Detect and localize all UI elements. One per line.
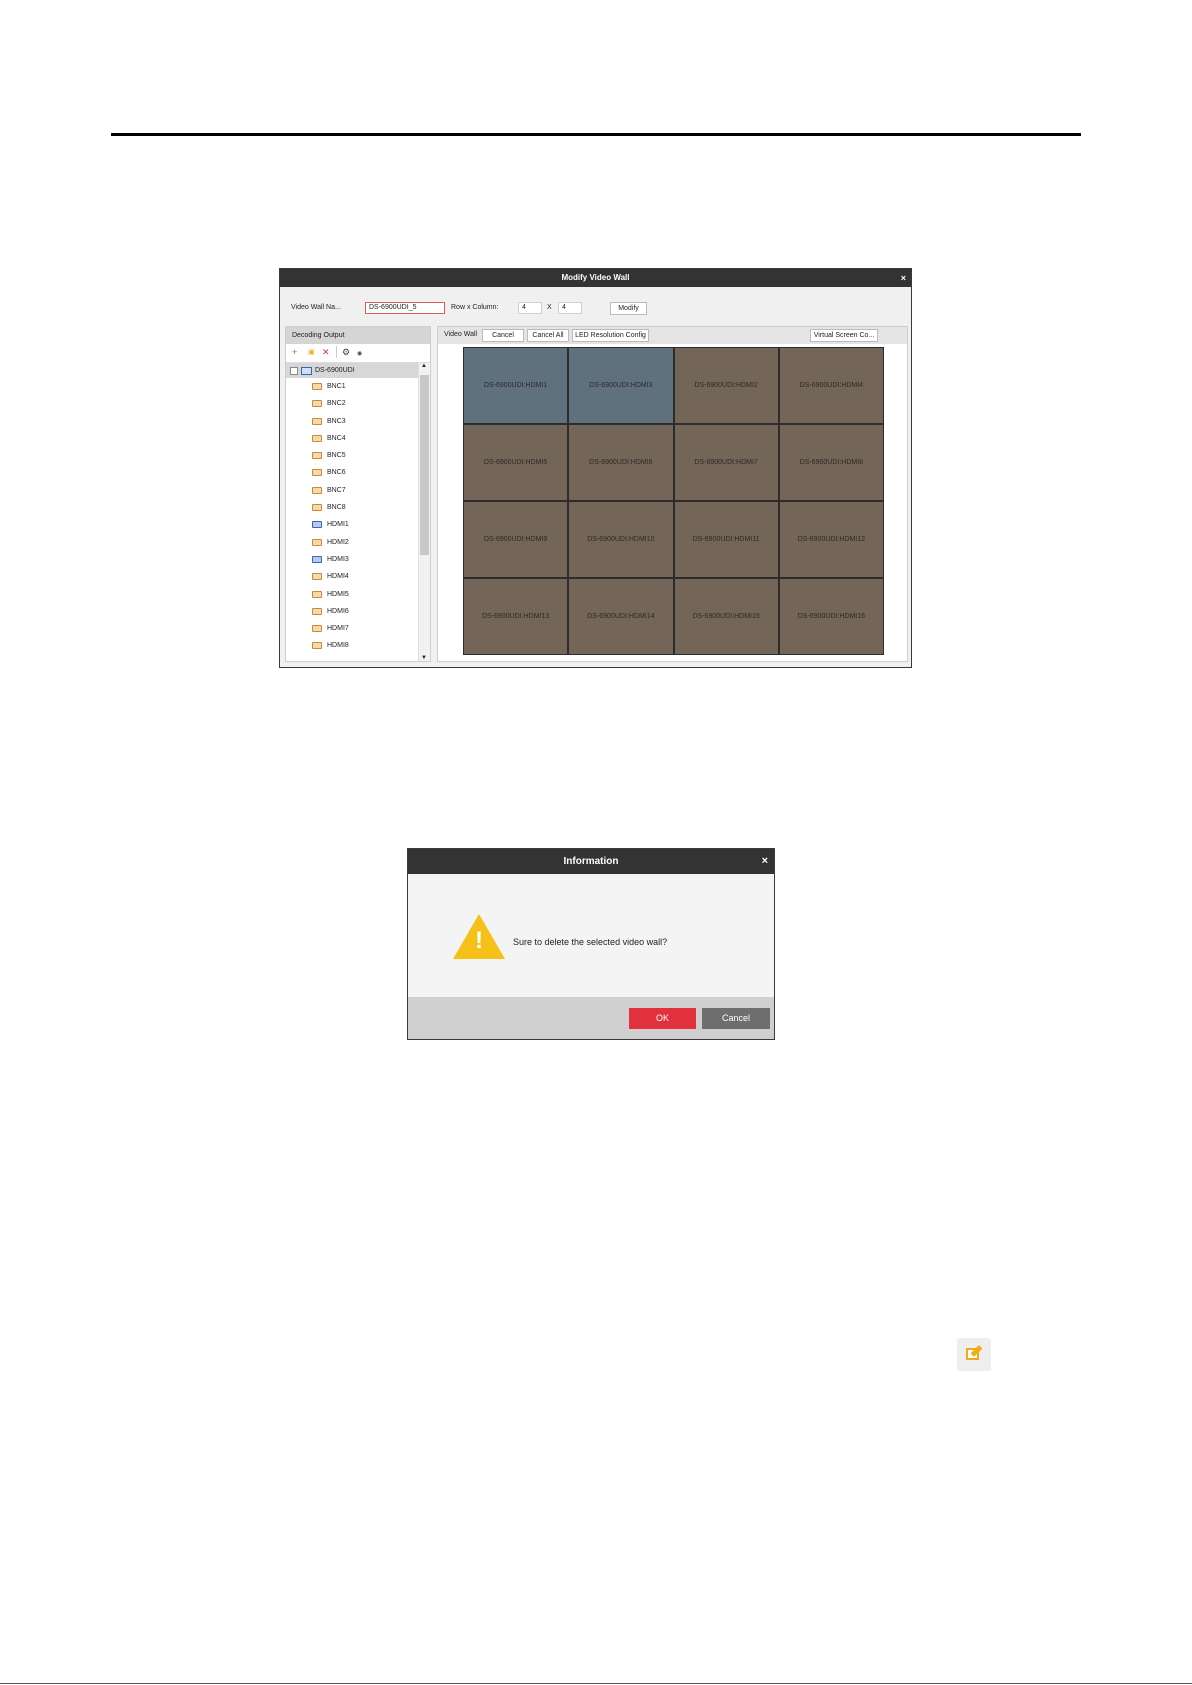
tree-item-label: BNC1 [327, 383, 346, 390]
close-icon[interactable]: × [761, 855, 768, 867]
video-wall-screen[interactable]: DS-6900UDI:HDMI15 [674, 578, 779, 655]
decoding-output-toolbar [286, 344, 430, 363]
hdmi-output-icon [312, 539, 322, 546]
video-wall-form [291, 302, 891, 316]
page-top-rule [111, 133, 1081, 136]
tree-item[interactable] [286, 395, 419, 412]
dialog-footer [408, 997, 774, 1039]
tree-item[interactable] [286, 464, 419, 481]
cancel-button[interactable]: Cancel [482, 329, 524, 342]
decoding-output-tree [286, 363, 419, 661]
tree-item[interactable] [286, 637, 419, 654]
decoding-output-header: Decoding Output [286, 327, 430, 344]
tree-item[interactable] [286, 516, 419, 533]
edit-icon [957, 1338, 991, 1371]
tree-items [286, 378, 419, 655]
virtual-screen-config-button[interactable]: Virtual Screen Co... [810, 329, 878, 342]
page-bottom-rule [0, 1683, 1192, 1684]
tree-item[interactable] [286, 534, 419, 551]
scroll-up-icon[interactable]: ▲ [421, 363, 427, 369]
columns-input[interactable]: 4 [558, 302, 582, 314]
tree-item[interactable] [286, 447, 419, 464]
edit-icon[interactable]: ▣ [308, 349, 315, 356]
ok-button[interactable]: OK [629, 1008, 696, 1029]
dialog-titlebar [280, 269, 911, 287]
toolbar-divider [336, 346, 337, 358]
tree-scrollbar[interactable] [418, 363, 430, 661]
bnc-output-icon [312, 418, 322, 425]
add-icon[interactable]: + [292, 347, 298, 357]
tree-item-label: HDMI8 [327, 642, 349, 650]
checkbox[interactable] [290, 367, 298, 375]
video-wall-screen[interactable]: DS-6900UDI:HDMI12 [779, 501, 884, 578]
tree-item-label: HDMI5 [327, 590, 349, 598]
hdmi-output-active-icon [312, 521, 322, 528]
tree-item-label: HDMI1 [327, 521, 349, 529]
bnc-output-icon [312, 469, 322, 476]
tree-item[interactable] [286, 620, 419, 637]
hdmi-output-icon [312, 625, 322, 632]
video-wall-screen[interactable]: DS-6900UDI:HDMI8 [779, 424, 884, 501]
video-wall-title: Video Wall [444, 331, 478, 338]
tree-item-label: BNC8 [327, 504, 346, 512]
hdmi-output-icon [312, 573, 322, 580]
row-column-label: Row x Column: [451, 304, 499, 311]
modify-video-wall-dialog [279, 268, 912, 668]
tree-item-label: BNC6 [327, 469, 346, 477]
tree-item-label: BNC4 [327, 434, 346, 442]
bnc-output-icon [312, 383, 322, 390]
times-label: X [547, 304, 552, 311]
scroll-down-icon[interactable]: ▼ [421, 655, 427, 661]
dialog-title: Modify Video Wall [561, 273, 630, 282]
video-wall-screen[interactable]: DS-6900UDI:HDMI10 [568, 501, 673, 578]
video-wall-screen[interactable]: DS-6900UDI:HDMI14 [568, 578, 673, 655]
tree-item[interactable] [286, 603, 419, 620]
delete-icon[interactable]: ✕ [322, 347, 330, 357]
gear-icon[interactable]: ⚙ [342, 347, 351, 357]
tree-item-label: HDMI6 [327, 607, 349, 615]
video-wall-toolbar [438, 327, 907, 344]
hdmi-output-icon [312, 642, 322, 649]
tree-item[interactable] [286, 482, 419, 499]
video-wall-screen[interactable]: DS-6900UDI:HDMI13 [463, 578, 568, 655]
video-wall-screen[interactable]: DS-6900UDI:HDMI9 [463, 501, 568, 578]
scroll-thumb[interactable] [420, 375, 429, 555]
tree-item[interactable] [286, 568, 419, 585]
tree-item-label: HDMI4 [327, 573, 349, 581]
video-wall-screen[interactable]: DS-6900UDI:HDMI2 [674, 347, 779, 424]
video-wall-screen[interactable]: DS-6900UDI:HDMI6 [568, 424, 673, 501]
tree-item[interactable] [286, 499, 419, 516]
bnc-output-icon [312, 435, 322, 442]
video-wall-grid [463, 347, 884, 655]
hdmi-output-icon [312, 591, 322, 598]
confirm-message: Sure to delete the selected video wall? [513, 937, 668, 947]
tree-item-label: BNC7 [327, 486, 346, 494]
tree-item-label: BNC5 [327, 452, 346, 460]
video-wall-panel [437, 326, 908, 662]
decoding-output-panel [285, 326, 431, 662]
rows-input[interactable]: 4 [518, 302, 542, 314]
hdmi-output-icon [312, 608, 322, 615]
hdmi-output-active-icon [312, 556, 322, 563]
tree-item-label: BNC3 [327, 417, 346, 425]
bnc-output-icon [312, 400, 322, 407]
tree-item[interactable] [286, 378, 419, 395]
tree-root-device[interactable] [286, 363, 419, 378]
video-wall-screen[interactable]: DS-6900UDI:HDMI3 [568, 347, 673, 424]
tree-item[interactable] [286, 551, 419, 568]
dialog-title: Information [563, 856, 619, 867]
video-wall-screen[interactable]: DS-6900UDI:HDMI1 [463, 347, 568, 424]
tree-item[interactable] [286, 586, 419, 603]
dialog-titlebar [408, 849, 774, 874]
warning-mark: ! [475, 927, 483, 954]
tree-item-label: HDMI2 [327, 538, 349, 546]
close-icon[interactable]: × [900, 273, 906, 283]
bnc-output-icon [312, 452, 322, 459]
tree-item-label: BNC2 [327, 400, 346, 408]
video-wall-screen[interactable]: DS-6900UDI:HDMI16 [779, 578, 884, 655]
tree-item-label: HDMI3 [327, 555, 349, 563]
video-wall-name-input[interactable]: DS-6900UDI_5 [365, 302, 445, 314]
bnc-output-icon [312, 487, 322, 494]
tree-item[interactable] [286, 413, 419, 430]
bnc-output-icon [312, 504, 322, 511]
cancel-button[interactable]: Cancel [702, 1008, 770, 1029]
video-wall-screen[interactable]: DS-6900UDI:HDMI4 [779, 347, 884, 424]
cancel-all-button[interactable]: Cancel All [527, 329, 569, 342]
information-dialog [407, 848, 775, 1040]
tree-item-label: HDMI7 [327, 625, 349, 633]
modify-button[interactable]: Modify [610, 302, 647, 315]
video-wall-screen[interactable]: DS-6900UDI:HDMI11 [674, 501, 779, 578]
led-resolution-config-button[interactable]: LED Resolution Config [572, 329, 649, 342]
device-icon [301, 367, 312, 375]
eye-icon[interactable]: ◉ [357, 351, 363, 357]
video-wall-screen[interactable]: DS-6900UDI:HDMI5 [463, 424, 568, 501]
tree-item[interactable] [286, 430, 419, 447]
tree-root-label: DS-6900UDI [315, 367, 355, 374]
video-wall-name-label: Video Wall Na... [291, 304, 341, 311]
video-wall-screen[interactable]: DS-6900UDI:HDMI7 [674, 424, 779, 501]
